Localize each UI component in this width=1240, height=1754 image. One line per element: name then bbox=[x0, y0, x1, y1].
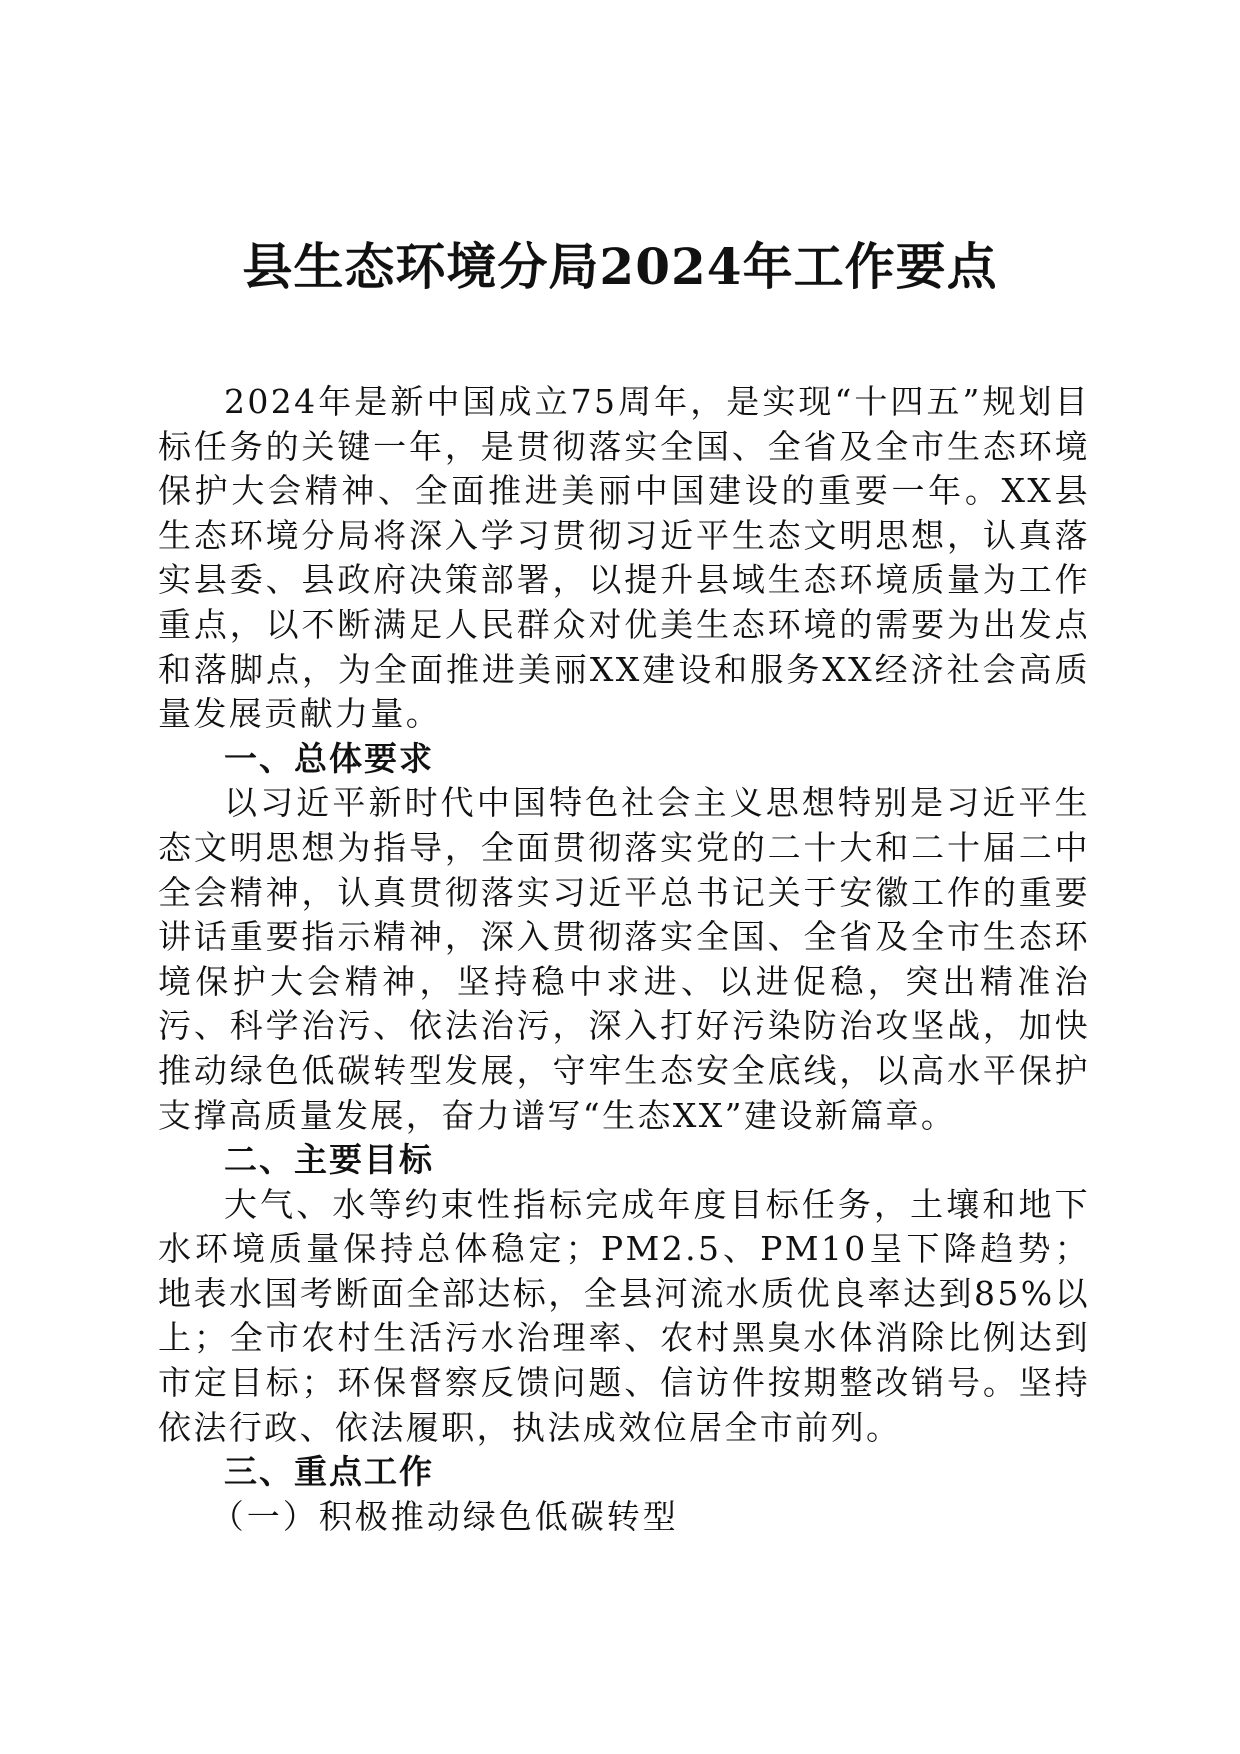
section-paragraph-general-requirements: 以习近平新时代中国特色社会主义思想特别是习近平生态文明思想为指导，全面贯彻落实党的二十大和二十届二中全会精神，认真贯彻落实习近平总书记关于安徽工作的重要讲话重要指示精神，深入贯彻落实全国、全省及全市生态环境保护大会精神，坚持稳中求进、以进促稳，突出精准治污、科学治污、依法治污，深入打好污染防治攻坚战，加快推动绿色低碳转型发展，守牢生态安全底线，以高水平保护支撑高质量发展，奋力谱写“生态XX”建设新篇章。 bbox=[158, 783, 1090, 1135]
section-heading-general-requirements: 一、总体要求 bbox=[224, 738, 434, 778]
document-body bbox=[158, 380, 1090, 1539]
intro-paragraph: 2024年是新中国成立75周年，是实现“十四五”规划目标任务的关键一年，是贯彻落实全国、全省及全市生态环境保护大会精神、全面推进美丽中国建设的重要一年。XX县生态环境分局将深入学习贯彻习近平生态文明思想，认真落实县委、县政府决策部署，以提升县域生态环境质量为工作重点，以不断满足人民群众对优美生态环境的需要为出发点和落脚点，为全面推进美丽XX建设和服务XX经济社会高质量发展贡献力量。 bbox=[158, 382, 1090, 734]
document-title: 县生态环境分局2024年工作要点 bbox=[242, 237, 998, 296]
section-paragraph-main-goals: 大气、水等约束性指标完成年度目标任务，土壤和地下水环境质量保持总体稳定；PM2.5、PM10呈下降趋势；地表水国考断面全部达标，全县河流水质优良率达到85%以上；全市农村生活污水治理率、农村黑臭水体消除比例达到市定目标；环保督察反馈问题、信访件按期整改销号。坚持依法行政、依法履职，执法成效位居全市前列。 bbox=[158, 1184, 1090, 1447]
section-heading-key-work: 三、重点工作 bbox=[224, 1452, 434, 1492]
section-heading-main-goals: 二、主要目标 bbox=[224, 1140, 434, 1180]
subsection-heading-green-transition: （一）积极推动绿色低碳转型 bbox=[210, 1496, 679, 1536]
